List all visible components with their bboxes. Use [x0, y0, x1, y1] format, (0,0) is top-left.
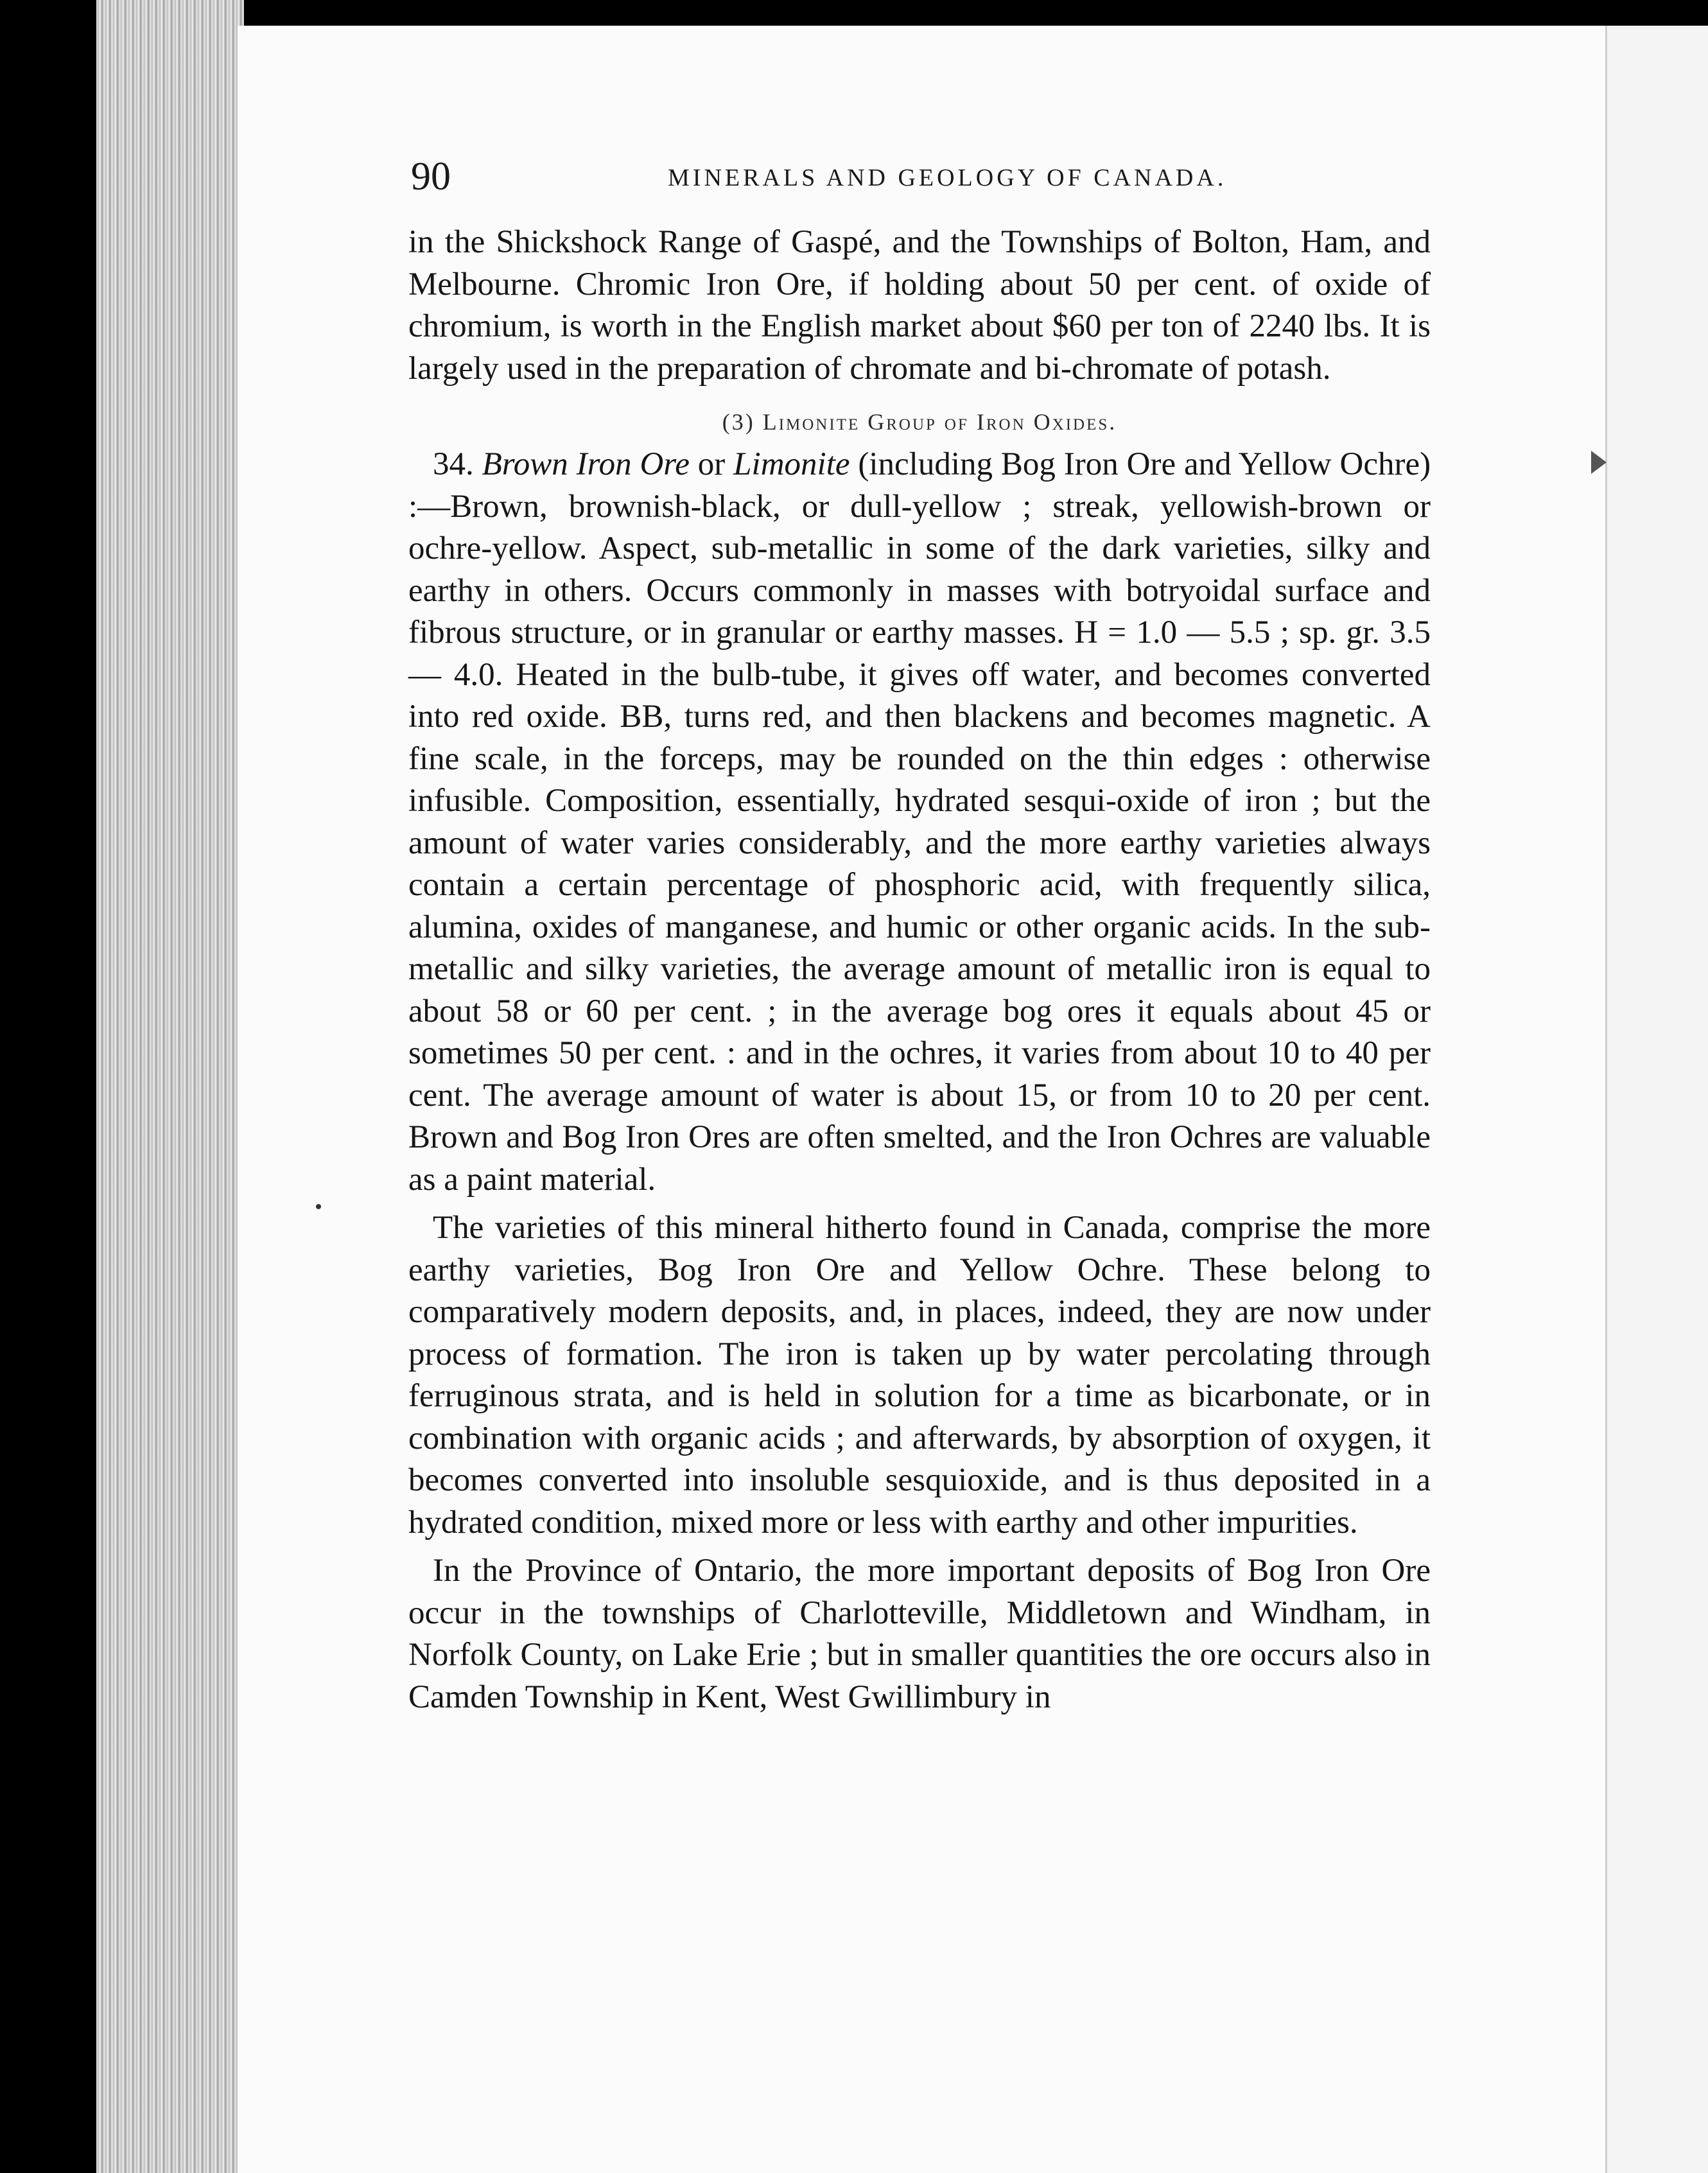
conjunction: or [697, 446, 726, 482]
page-body [408, 222, 1431, 1718]
page-fold-marker [1591, 451, 1607, 474]
page-header [411, 148, 1432, 205]
page-number: 90 [411, 155, 451, 198]
section-heading: (3) Limonite Group of Iron Oxides. [722, 409, 1117, 435]
mineral-name: Brown Iron Ore [482, 446, 690, 482]
running-head: MINERALS AND GEOLOGY OF CANADA. [668, 164, 1227, 191]
book-page-edges [96, 0, 244, 2173]
mineral-alt-name: Limonite [733, 446, 850, 482]
facing-page-edge [1605, 26, 1708, 2173]
paragraph-limonite [408, 444, 1431, 1201]
article-number: 34. [433, 446, 474, 482]
paragraph-chromic-iron: in the Shickshock Range of Gaspé, and the Townships of Bolton, Ham, and Melbourne. Chromic Iron Ore, if holding about 50 per cent. of oxide of chromium, is worth in the English market about $60 per ton of 2240 lbs. It is largely used in the preparation of chromate and bi-chromate of potash. [408, 224, 1431, 387]
paragraph-ontario-deposits: In the Province of Ontario, the more important deposits of Bog Iron Ore occur in the townships of Charlotteville, Middletown and Windham, in Norfolk County, on Lake Erie ; but in smaller quantities the ore occurs also in Camden Township in Kent, West Gwillimbury in [408, 1553, 1431, 1715]
mineral-description: (including Bog Iron Ore and Yellow Ochre) :—Brown, brownish-black, or dull-yellow ; streak, yellowish-brown or ochre-yellow. Aspect, sub-metallic in some of the dark varieties, silky and earthy in others. Occurs commonly in masses with botryoidal surface and fibrous structure, or in granular or earthy masses. H = 1.0 — 5.5 ; sp. gr. 3.5 — 4.0. Heated in the bulb-tube, it gives off water, and becomes converted into red oxide. BB, turns red, and then blackens and becomes magnetic. A fine scale, in the forceps, may be rounded on the thin edges : otherwise infusible. Composition, essentially, hydrated sesqui-oxide of iron ; but the amount of water varies considerably, and the more earthy varieties always contain a certain percentage of phosphoric acid, with frequently silica, alumina, oxides of manganese, and humic or other organic acids. In the sub-metallic and silky varieties, the average amount of metallic iron is equal to about 58 or 60 per cent. ; in the average bog ores it equals about 45 or sometimes 50 per cent. : and in the ochres, it varies from about 10 to 40 per cent. The average amount of water is about 15, or from 10 to 20 per cent. Brown and Bog Iron Ores are often smelted, and the Iron Ochres are valuable as a paint material. [408, 446, 1431, 1198]
paragraph-canadian-varieties: The varieties of this mineral hitherto found in Canada, comprise the more earthy varieties, Bog Iron Ore and Yellow Ochre. These belong to comparatively modern deposits, and, in places, indeed, they are now under process of formation. The iron is taken up by water percolating through ferruginous strata, and is held in solution for a time as bicarbonate, or in combination with organic acids ; and afterwards, by absorption of oxygen, it becomes converted into insoluble sesquioxide, and is thus deposited in a hydrated condition, mixed more or less with earthy and other impurities. [408, 1210, 1431, 1540]
stray-ink-dot [316, 1204, 321, 1209]
